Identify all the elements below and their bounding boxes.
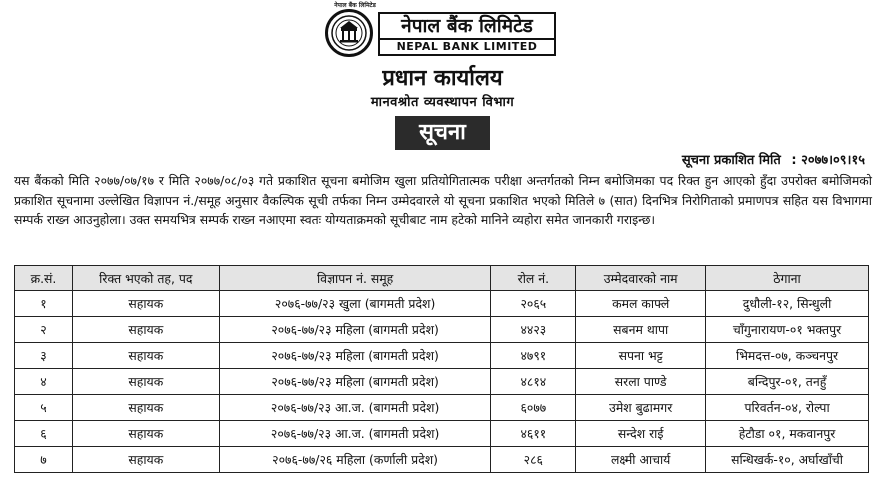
table-row — [15, 421, 869, 447]
cell-advertisement: २०७६-७७/२३ आ.ज. (बागमती प्रदेश) — [219, 395, 491, 421]
cell-serial: ५ — [15, 395, 73, 421]
table-row — [15, 369, 869, 395]
bank-name-english: NEPAL BANK LIMITED — [396, 40, 538, 53]
cell-roll: २०६५ — [491, 291, 576, 317]
cell-serial: ७ — [15, 447, 73, 473]
cell-advertisement: २०७६-७७/२३ महिला (बागमती प्रदेश) — [219, 317, 491, 343]
cell-address: बन्दिपुर-०१, तनहुँ — [706, 369, 869, 395]
table-row — [15, 317, 869, 343]
publication-date-separator: : — [791, 153, 797, 168]
cell-advertisement: २०७६-७७/२३ महिला (बागमती प्रदेश) — [219, 369, 491, 395]
cell-serial: ३ — [15, 343, 73, 369]
col-header-post: रिक्त भएको तह, पद — [72, 266, 219, 291]
notice-header — [0, 0, 885, 160]
cell-serial: १ — [15, 291, 73, 317]
cell-name: सन्देश राई — [576, 421, 706, 447]
cell-address: दुधौली-१२, सिन्धुली — [706, 291, 869, 317]
cell-roll: २८६ — [491, 447, 576, 473]
col-header-serial: क्र.सं. — [15, 266, 73, 291]
cell-address: हेटौडा ०१, मकवानपुर — [706, 421, 869, 447]
notice-title-banner: सूचना — [395, 116, 490, 150]
cell-name: सरला पाण्डे — [576, 369, 706, 395]
cell-address: भिमदत्त-०७, कञ्चनपुर — [706, 343, 869, 369]
department-title: मानवश्रोत व्यवस्थापन विभाग — [370, 95, 515, 110]
cell-roll: ४४२३ — [491, 317, 576, 343]
cell-advertisement: २०७६-७७/२३ आ.ज. (बागमती प्रदेश) — [219, 421, 491, 447]
emblem-icon — [329, 13, 369, 53]
col-header-roll: रोल नं. — [491, 266, 576, 291]
cell-address: चाँगुनारायण-०१ भक्तपुर — [706, 317, 869, 343]
publication-date-value: २०७७।०९।१५ — [801, 153, 865, 168]
cell-post: सहायक — [72, 317, 219, 343]
cell-advertisement: २०७६-७७/२३ खुला (बागमती प्रदेश) — [219, 291, 491, 317]
table-row — [15, 291, 869, 317]
cell-post: सहायक — [72, 369, 219, 395]
cell-roll: ४८१४ — [491, 369, 576, 395]
col-header-advertisement: विज्ञापन नं. समूह — [219, 266, 491, 291]
cell-name: उमेश बुढामगर — [576, 395, 706, 421]
cell-serial: २ — [15, 317, 73, 343]
publication-date — [682, 150, 865, 168]
office-title: प्रधान कार्यालय — [382, 66, 503, 91]
notice-body-text: यस बैंकको मिति २०७७/०७/१७ र मिति २०७७/०८/०३ गते प्रकाशित सूचना बमोजिम खुला प्रतियोगितात्मक परीक्षा अन्तर्गतको निम्न बमोजिमका पद रिक्त हुन आएको हुँदा उपरोक्त बमोजिमको प्रकाशित सूचनामा उल्लेखित विज्ञापन नं./समूह अनुसार वैकल्पिक सूची तर्फका निम्न उम्मेदवारले यो सूचना प्रकाशित भएको मितिले ७ (सात) दिनभित्र निरोगिताको प्रमाणपत्र सहित यस विभागमा सम्पर्क राख्न आउनुहोला। उक्त समयभित्र सम्पर्क राख्न नआएमा स्वतः योग्यताक्रमको सूचीबाट नाम हटेको मानिने व्यहोरा समेत जानकारी गराइन्छ। — [14, 173, 872, 227]
cell-name: सपना भट्ट — [576, 343, 706, 369]
table-header-row — [15, 266, 869, 291]
logo-small-text: नेपाल बैंक लिमिटेड — [334, 2, 376, 9]
cell-advertisement: २०७६-७७/२६ महिला (कर्णाली प्रदेश) — [219, 447, 491, 473]
cell-post: सहायक — [72, 291, 219, 317]
cell-post: सहायक — [72, 447, 219, 473]
cell-roll: ४७९१ — [491, 343, 576, 369]
bank-name-nepali: नेपाल बैंक लिमिटेड — [380, 14, 554, 40]
table-row — [15, 447, 869, 473]
cell-post: सहायक — [72, 343, 219, 369]
cell-roll: ६०७७ — [491, 395, 576, 421]
bank-wordmark — [378, 12, 556, 56]
cell-advertisement: २०७६-७७/२३ महिला (बागमती प्रदेश) — [219, 343, 491, 369]
publication-date-label: सूचना प्रकाशित मिति — [681, 153, 781, 168]
cell-address: परिवर्तन-०४, रोल्पा — [706, 395, 869, 421]
col-header-name: उम्मेदवारको नाम — [576, 266, 706, 291]
candidate-table — [14, 265, 869, 473]
cell-serial: ६ — [15, 421, 73, 447]
cell-roll: ४६११ — [491, 421, 576, 447]
table-row — [15, 395, 869, 421]
cell-name: कमल काफ्ले — [576, 291, 706, 317]
cell-name: सबनम थापा — [576, 317, 706, 343]
bank-seal-logo — [325, 9, 373, 57]
cell-serial: ४ — [15, 369, 73, 395]
col-header-address: ठेगाना — [706, 266, 869, 291]
cell-post: सहायक — [72, 395, 219, 421]
table-row — [15, 343, 869, 369]
cell-name: लक्ष्मी आचार्य — [576, 447, 706, 473]
cell-post: सहायक — [72, 421, 219, 447]
cell-address: सन्धिखर्क-१०, अर्घाखाँची — [706, 447, 869, 473]
